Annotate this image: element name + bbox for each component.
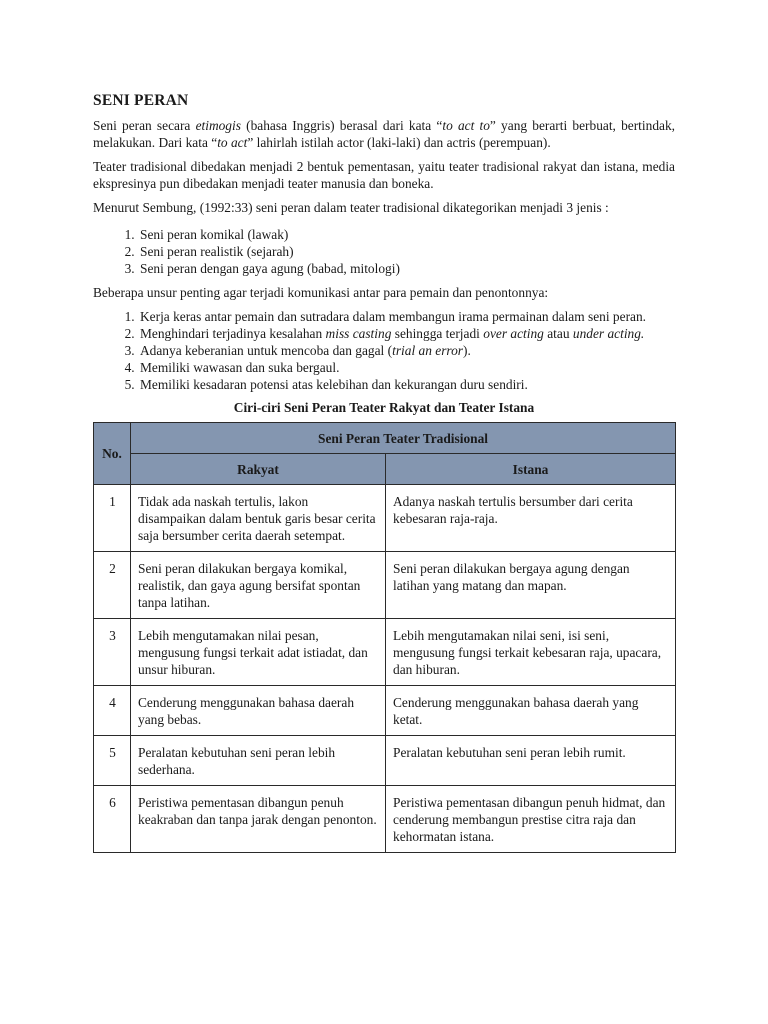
list-unsur	[93, 308, 675, 393]
list-item: 5. Memiliki kesadaran potensi atas kelebihan dan kekurangan duru sendiri.	[138, 376, 675, 393]
row-number: 6	[94, 786, 131, 853]
paragraph-unsur-intro: Beberapa unsur penting agar terjadi komunikasi antar para pemain dan penontonnya:	[93, 285, 549, 300]
row-number: 2	[94, 552, 131, 619]
list-item: 1. Seni peran komikal (lawak)	[138, 226, 675, 243]
list-item: 1. Kerja keras antar pemain dan sutradara dalam membangun irama permainan dalam seni peran.	[138, 308, 675, 325]
list-item: 2. Seni peran realistik (sejarah)	[138, 243, 675, 260]
text-run: (bahasa Inggris) berasal dari kata “	[240, 118, 443, 133]
row-number: 1	[94, 485, 131, 552]
comparison-table	[93, 422, 676, 853]
table-row	[94, 786, 676, 853]
table-caption: Ciri-ciri Seni Peran Teater Rakyat dan Teater Istana	[233, 400, 535, 415]
header-istana: Istana	[386, 454, 676, 485]
text-run: sehingga terjadi	[391, 326, 484, 341]
list-item	[138, 325, 675, 342]
list-item: 4. Memiliki wawasan dan suka bergaul.	[138, 359, 675, 376]
header-group: Seni Peran Teater Tradisional	[131, 423, 676, 454]
table-row	[94, 485, 676, 552]
italic-term: etimogis	[195, 118, 241, 133]
header-rakyat: Rakyat	[131, 454, 386, 485]
list-item: 3. Seni peran dengan gaya agung (babad, mitologi)	[138, 260, 675, 277]
text-run: Adanya keberanian untuk mencoba dan gagal (	[140, 343, 393, 358]
paragraph-sembung: Menurut Sembung, (1992:33) seni peran dalam teater tradisional dikategorikan menjadi 3 jenis :	[93, 200, 609, 215]
text-run: ).	[463, 343, 471, 358]
cell-istana: Adanya naskah tertulis bersumber dari cerita kebesaran raja-raja.	[386, 485, 676, 552]
cell-istana: Lebih mengutamakan nilai seni, isi seni, mengusung fungsi terkait kebesaran raja, upacara, dan hiburan.	[386, 619, 676, 686]
paragraph-traditional-theater: Teater tradisional dibedakan menjadi 2 bentuk pementasan, yaitu teater tradisional rakyat dan istana, media ekspresinya pun dibedakan menjadi teater manusia dan boneka.	[93, 159, 675, 191]
text-run: ” lahirlah istilah actor (laki-laki) dan actris (perempuan).	[247, 135, 551, 150]
list-item	[138, 342, 675, 359]
cell-istana: Peristiwa pementasan dibangun penuh hidmat, dan cenderung membangun prestise citra raja dan kehormatan istana.	[386, 786, 676, 853]
text-run: atau	[543, 326, 573, 341]
text-run: ” yang berarti berbuat, bertindak, melakukan. Dari kata “	[93, 118, 676, 150]
italic-term: over acting	[483, 326, 544, 341]
cell-istana: Cenderung menggunakan bahasa daerah yang ketat.	[386, 686, 676, 736]
italic-term: under acting.	[572, 326, 645, 341]
paragraph-etymology	[93, 117, 675, 151]
row-number: 5	[94, 736, 131, 786]
table-row	[94, 686, 676, 736]
text-run: Seni peran secara	[93, 118, 196, 133]
document-page	[93, 92, 675, 853]
cell-istana: Seni peran dilakukan bergaya agung dengan latihan yang matang dan mapan.	[386, 552, 676, 619]
row-number: 4	[94, 686, 131, 736]
table-row	[94, 619, 676, 686]
cell-rakyat: Tidak ada naskah tertulis, lakon disampaikan dalam bentuk garis besar cerita saja bersumber cerita daerah setempat.	[131, 485, 386, 552]
italic-term: to act	[217, 135, 248, 150]
table-header-row	[94, 423, 676, 454]
italic-term: trial an error	[392, 343, 464, 358]
table-subheader-row	[94, 454, 676, 485]
cell-rakyat: Cenderung menggunakan bahasa daerah yang bebas.	[131, 686, 386, 736]
cell-rakyat: Seni peran dilakukan bergaya komikal, realistik, dan gaya agung bersifat spontan tanpa latihan.	[131, 552, 386, 619]
cell-rakyat: Lebih mengutamakan nilai pesan, mengusung fungsi terkait adat istiadat, dan unsur hiburan.	[131, 619, 386, 686]
section-title: SENI PERAN	[93, 92, 189, 109]
cell-rakyat: Peristiwa pementasan dibangun penuh keakraban dan tanpa jarak dengan penonton.	[131, 786, 386, 853]
row-number: 3	[94, 619, 131, 686]
text-run: Menghindari terjadinya kesalahan	[140, 326, 326, 341]
cell-rakyat: Peralatan kebutuhan seni peran lebih sederhana.	[131, 736, 386, 786]
table-row	[94, 552, 676, 619]
italic-term: miss casting	[325, 326, 392, 341]
cell-istana: Peralatan kebutuhan seni peran lebih rumit.	[386, 736, 676, 786]
list-jenis	[93, 226, 675, 277]
table-row	[94, 736, 676, 786]
header-no: No.	[94, 423, 131, 485]
italic-term: to act to	[442, 118, 490, 133]
